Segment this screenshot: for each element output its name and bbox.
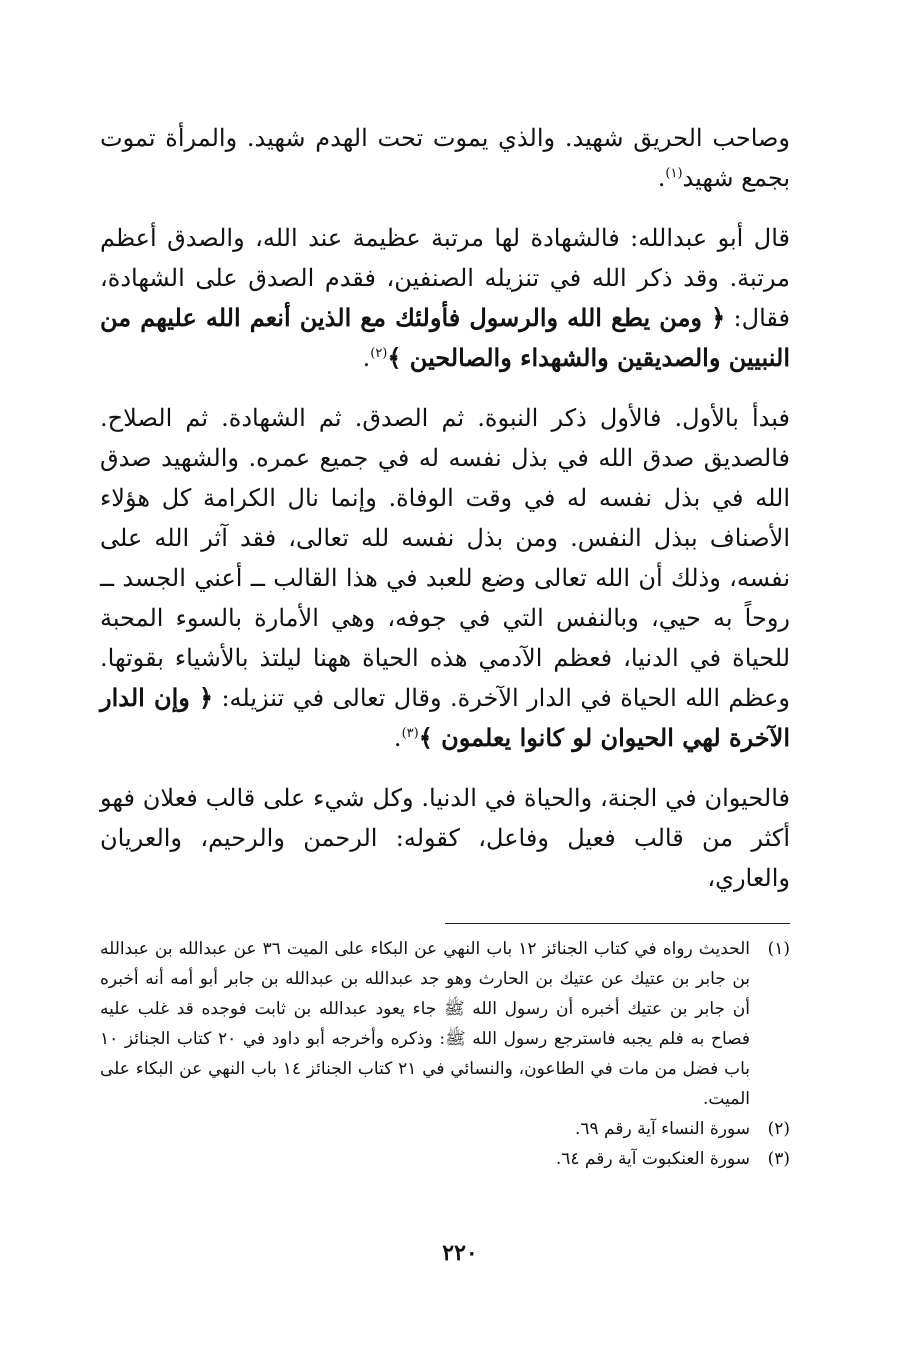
quran-quote-1: ﴿ ومن يطع الله والرسول فأولئك مع الذين أنعم الله عليهم من النبيين والصديقين والشهداء والصالحين ﴾ [100, 303, 790, 372]
footnote-ref-2[interactable]: (٢) [370, 346, 388, 361]
paragraph-3 [100, 398, 790, 758]
footnote-text: الحديث رواه في كتاب الجنائز ١٢ باب النهي عن البكاء على الميت ٣٦ عن عبدالله بن عبدالله بن جابر بن عتيك عن عتيك بن الحارث وهو جد عبدالله بن عبدالله بن جابر أبو أمه أنه أخبره أن جابر بن عتيك أخبره أن رسول الله ﷺ جاء يعود عبدالله بن ثابت فوجده قد غلب عليه فصاح به فلم يجبه فاسترجع رسول الله ﷺ: وذكره وأخرجه أبو داود في ٢٠ كتاب الجنائز ١٠ باب فضل من مات في الطاعون، والنسائي في ٢١ كتاب الجنائز ١٤ باب النهي عن البكاء على الميت. [100, 939, 751, 1109]
paragraph-1-end: . [657, 164, 666, 192]
footnote-1 [100, 934, 790, 1114]
footnote-ref-3[interactable]: (٣) [401, 726, 419, 741]
paragraph-4-text: فالحيوان في الجنة، والحياة في الدنيا. وكل شيء على قالب فعلان فهو أكثر من قالب فعيل وفاعل، كقوله: الرحمن والرحيم، والعريان والعاري، [100, 784, 790, 892]
footnote-number: (٣) [767, 1149, 790, 1169]
footnotes [100, 934, 790, 1174]
footnote-text: سورة النساء آية رقم ٦٩. [574, 1119, 750, 1139]
footnote-number: (٢) [767, 1119, 790, 1139]
paragraph-1-text: وصاحب الحريق شهيد. والذي يموت تحت الهدم شهيد. والمرأة تموت بجمع شهيد [100, 124, 790, 192]
footnote-divider [445, 923, 790, 924]
footnote-text: سورة العنكبوت آية رقم ٦٤. [555, 1149, 750, 1169]
footnote-number: (١) [767, 939, 790, 959]
page-number: ٢٢٠ [442, 1240, 478, 1266]
main-text [100, 118, 790, 916]
paragraph-3-end: . [393, 724, 402, 752]
footnote-2 [100, 1114, 790, 1144]
paragraph-4 [100, 778, 790, 898]
paragraph-2 [100, 218, 790, 378]
quran-quote-2: ﴿ وإن الدار الآخرة لهي الحيوان لو كانوا يعلمون ﴾ [100, 683, 790, 752]
paragraph-2-text: قال أبو عبدالله: فالشهادة لها مرتبة عظيمة عند الله، والصدق أعظم مرتبة. وقد ذكر الله في تنزيله الصنفين، فقدم الصدق على الشهادة، فقال: [100, 224, 790, 332]
footnote-3 [100, 1144, 790, 1174]
paragraph-1 [100, 118, 790, 198]
paragraph-2-end: . [362, 344, 371, 372]
paragraph-3-text: فبدأ بالأول. فالأول ذكر النبوة. ثم الصدق. ثم الشهادة. ثم الصلاح. فالصديق صدق الله في بذل نفسه له في جميع عمره. والشهيد صدق الله في بذل نفسه له في وقت الوفاة. وإنما نال الكرامة كل هؤلاء الأصناف ببذل النفس. ومن بذل نفسه لله تعالى، فقد آثر الله على نفسه، وذلك أن الله تعالى وضع للعبد في هذا القالب ــ أعني الجسد ــ روحاً به حيي، وبالنفس التي في جوفه، وهي الأمارة بالسوء المحبة للحياة في الدنيا، فعظم الآدمي هذه الحياة ههنا ليلتذ بالأشياء بقوتها. وعظم الله الحياة في الدار الآخرة. وقال تعالى في تنزيله: [100, 404, 790, 712]
footnote-ref-1[interactable]: (١) [665, 166, 683, 181]
